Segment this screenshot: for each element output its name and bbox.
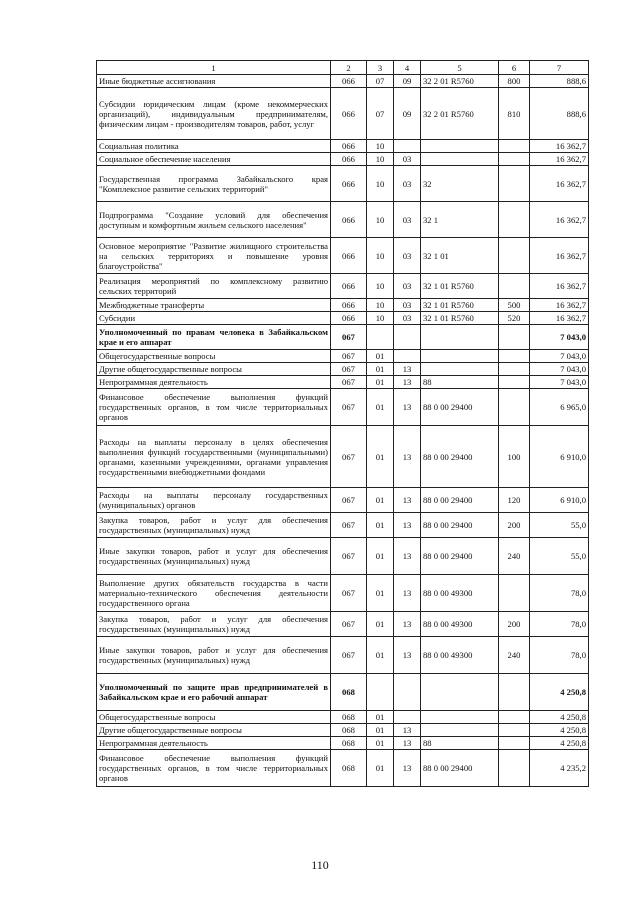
cell-amount: 16 362,7 [530,166,589,202]
cell-admin-code: 067 [331,612,367,637]
cell-target-item: 32 2 01 R5760 [421,75,499,88]
cell-target-item [421,153,499,166]
cell-name: Другие общегосударственные вопросы [97,363,331,376]
cell-amount: 7 043,0 [530,325,589,350]
cell-admin-code: 068 [331,674,367,711]
cell-name: Межбюджетные трансферты [97,299,331,312]
cell-subsection: 13 [394,750,421,787]
cell-expense-type [499,711,530,724]
cell-target-item [421,140,499,153]
budget-table [96,60,589,787]
cell-name: Закупка товаров, работ и услуг для обеспечения государственных (муниципальных) нужд [97,612,331,637]
cell-amount: 4 250,8 [530,674,589,711]
cell-subsection: 03 [394,238,421,274]
cell-name: Социальная политика [97,140,331,153]
cell-section: 01 [367,350,394,363]
cell-subsection: 13 [394,538,421,575]
cell-amount: 7 043,0 [530,376,589,389]
cell-subsection: 03 [394,274,421,299]
cell-section: 01 [367,711,394,724]
cell-subsection: 13 [394,575,421,612]
cell-amount: 16 362,7 [530,153,589,166]
cell-section: 01 [367,426,394,488]
cell-amount: 6 965,0 [530,389,589,426]
header-col-3: 3 [367,61,394,75]
table-row [97,724,589,737]
cell-amount: 7 043,0 [530,350,589,363]
cell-admin-code: 068 [331,750,367,787]
cell-section: 01 [367,750,394,787]
cell-admin-code: 067 [331,513,367,538]
cell-name: Расходы на выплаты персоналу государственных (муниципальных) органов [97,488,331,513]
table-row [97,274,589,299]
cell-target-item: 32 1 01 R5760 [421,299,499,312]
cell-target-item: 32 1 01 R5760 [421,312,499,325]
cell-expense-type: 520 [499,312,530,325]
cell-admin-code: 066 [331,312,367,325]
cell-subsection: 03 [394,153,421,166]
table-row [97,674,589,711]
cell-section: 01 [367,737,394,750]
cell-section: 07 [367,75,394,88]
table-row [97,202,589,238]
table-row [97,612,589,637]
cell-amount: 888,6 [530,88,589,140]
table-row [97,166,589,202]
table-row [97,153,589,166]
cell-name: Другие общегосударственные вопросы [97,724,331,737]
page-number: 110 [311,858,329,872]
header-col-6: 6 [499,61,530,75]
cell-subsection: 13 [394,376,421,389]
cell-target-item: 32 [421,166,499,202]
cell-target-item: 88 0 00 29400 [421,538,499,575]
cell-admin-code: 067 [331,426,367,488]
cell-target-item: 32 2 01 R5760 [421,88,499,140]
cell-admin-code: 067 [331,538,367,575]
cell-subsection [394,325,421,350]
cell-amount: 16 362,7 [530,202,589,238]
cell-admin-code: 066 [331,202,367,238]
cell-amount: 78,0 [530,637,589,674]
table-row [97,88,589,140]
cell-section [367,325,394,350]
cell-subsection: 13 [394,513,421,538]
cell-admin-code: 066 [331,75,367,88]
table-row [97,363,589,376]
cell-amount: 888,6 [530,75,589,88]
cell-name: Социальное обеспечение населения [97,153,331,166]
cell-amount: 4 250,8 [530,737,589,750]
cell-expense-type: 200 [499,513,530,538]
cell-section: 10 [367,202,394,238]
header-col-5: 5 [421,61,499,75]
cell-expense-type [499,238,530,274]
cell-target-item [421,674,499,711]
cell-expense-type [499,140,530,153]
cell-admin-code: 067 [331,363,367,376]
table-row [97,538,589,575]
cell-subsection: 13 [394,389,421,426]
cell-name: Непрограммная деятельность [97,376,331,389]
cell-name: Подпрограмма "Создание условий для обеспечения доступным и комфортным жильем сельского населения" [97,202,331,238]
cell-expense-type [499,325,530,350]
cell-target-item: 32 1 [421,202,499,238]
cell-name: Уполномоченный по защите прав предпринимателей в Забайкальском крае и его рабочий аппарат [97,674,331,711]
cell-section: 01 [367,538,394,575]
cell-amount: 16 362,7 [530,299,589,312]
cell-expense-type [499,202,530,238]
cell-amount: 55,0 [530,513,589,538]
cell-admin-code: 067 [331,350,367,363]
cell-expense-type [499,153,530,166]
cell-section: 01 [367,363,394,376]
cell-section: 10 [367,299,394,312]
cell-target-item: 88 0 00 49300 [421,612,499,637]
cell-target-item [421,363,499,376]
cell-amount: 16 362,7 [530,312,589,325]
table-row [97,140,589,153]
cell-name: Основное мероприятие "Развитие жилищного строительства на сельских территориях и повышение уровня благоустройства" [97,238,331,274]
cell-expense-type [499,750,530,787]
table-row [97,513,589,538]
cell-amount: 55,0 [530,538,589,575]
cell-subsection [394,140,421,153]
cell-name: Субсидии юридическим лицам (кроме некоммерческих организаций), индивидуальным предпринимателям, физическим лицам - производителям товаров, работ, услуг [97,88,331,140]
cell-subsection: 09 [394,75,421,88]
cell-target-item: 88 0 00 49300 [421,637,499,674]
cell-section: 10 [367,274,394,299]
cell-subsection: 03 [394,312,421,325]
cell-expense-type: 200 [499,612,530,637]
header-row [97,61,589,75]
cell-section: 01 [367,637,394,674]
cell-section: 01 [367,513,394,538]
table-row [97,312,589,325]
cell-name: Общегосударственные вопросы [97,350,331,363]
cell-expense-type [499,376,530,389]
cell-subsection [394,350,421,363]
cell-name: Уполномоченный по правам человека в Забайкальском крае и его аппарат [97,325,331,350]
cell-target-item: 88 0 00 29400 [421,389,499,426]
table-row [97,376,589,389]
cell-target-item [421,711,499,724]
table-body [97,75,589,787]
table-row [97,75,589,88]
header-col-2: 2 [331,61,367,75]
cell-amount: 16 362,7 [530,140,589,153]
cell-amount: 16 362,7 [530,238,589,274]
cell-amount: 7 043,0 [530,363,589,376]
table-row [97,299,589,312]
cell-expense-type [499,389,530,426]
cell-admin-code: 067 [331,376,367,389]
header-col-1: 1 [97,61,331,75]
cell-admin-code: 066 [331,299,367,312]
cell-amount: 4 250,8 [530,724,589,737]
cell-section: 10 [367,140,394,153]
cell-admin-code: 066 [331,238,367,274]
cell-section: 01 [367,575,394,612]
table-row [97,350,589,363]
cell-section: 10 [367,166,394,202]
table-row [97,750,589,787]
cell-target-item: 88 [421,376,499,389]
cell-amount: 4 250,8 [530,711,589,724]
cell-subsection: 09 [394,88,421,140]
cell-name: Субсидии [97,312,331,325]
cell-subsection: 13 [394,612,421,637]
table-row [97,389,589,426]
cell-name: Реализация мероприятий по комплексному развитию сельских территорий [97,274,331,299]
cell-target-item: 32 1 01 [421,238,499,274]
cell-admin-code: 066 [331,153,367,166]
cell-admin-code: 066 [331,88,367,140]
cell-section: 01 [367,488,394,513]
cell-name: Иные закупки товаров, работ и услуг для обеспечения государственных (муниципальных) нужд [97,637,331,674]
cell-admin-code: 067 [331,575,367,612]
table-row [97,325,589,350]
cell-name: Государственная программа Забайкальского края "Комплексное развитие сельских территорий" [97,166,331,202]
cell-name: Закупка товаров, работ и услуг для обеспечения государственных (муниципальных) нужд [97,513,331,538]
cell-target-item [421,724,499,737]
header-col-7: 7 [530,61,589,75]
cell-subsection: 13 [394,488,421,513]
cell-subsection [394,674,421,711]
cell-section: 01 [367,376,394,389]
cell-name: Выполнение других обязательств государства в части материально-технического обеспечения деятельности государственного органа [97,575,331,612]
cell-expense-type [499,575,530,612]
cell-subsection: 13 [394,737,421,750]
cell-section: 10 [367,153,394,166]
cell-admin-code: 067 [331,389,367,426]
cell-amount: 78,0 [530,612,589,637]
cell-expense-type: 240 [499,538,530,575]
cell-amount: 4 235,2 [530,750,589,787]
cell-target-item: 88 0 00 29400 [421,488,499,513]
table-row [97,426,589,488]
cell-expense-type [499,674,530,711]
cell-subsection: 13 [394,637,421,674]
cell-target-item: 32 1 01 R5760 [421,274,499,299]
cell-section: 01 [367,724,394,737]
cell-section: 01 [367,389,394,426]
cell-name: Иные бюджетные ассигнования [97,75,331,88]
cell-admin-code: 066 [331,274,367,299]
cell-expense-type: 120 [499,488,530,513]
table-row [97,737,589,750]
cell-expense-type [499,274,530,299]
cell-amount: 6 910,0 [530,488,589,513]
cell-admin-code: 067 [331,637,367,674]
cell-name: Иные закупки товаров, работ и услуг для обеспечения государственных (муниципальных) нужд [97,538,331,575]
table-row [97,238,589,274]
cell-section: 01 [367,612,394,637]
cell-subsection: 03 [394,299,421,312]
cell-target-item: 88 0 00 49300 [421,575,499,612]
cell-subsection: 13 [394,363,421,376]
cell-name: Общегосударственные вопросы [97,711,331,724]
cell-expense-type: 100 [499,426,530,488]
cell-section: 10 [367,238,394,274]
cell-subsection: 03 [394,202,421,238]
cell-name: Финансовое обеспечение выполнения функций государственных органов, в том числе территориальных органов [97,389,331,426]
cell-target-item: 88 0 00 29400 [421,513,499,538]
cell-amount: 16 362,7 [530,274,589,299]
cell-admin-code: 067 [331,488,367,513]
cell-target-item: 88 0 00 29400 [421,426,499,488]
cell-amount: 78,0 [530,575,589,612]
cell-subsection: 13 [394,724,421,737]
cell-expense-type: 810 [499,88,530,140]
cell-admin-code: 068 [331,711,367,724]
cell-subsection: 03 [394,166,421,202]
cell-expense-type: 500 [499,299,530,312]
cell-subsection: 13 [394,426,421,488]
cell-subsection [394,711,421,724]
cell-expense-type: 240 [499,637,530,674]
cell-target-item [421,350,499,363]
cell-expense-type [499,724,530,737]
cell-expense-type [499,350,530,363]
cell-expense-type: 800 [499,75,530,88]
table-row [97,488,589,513]
cell-name: Финансовое обеспечение выполнения функций государственных органов, в том числе территориальных органов [97,750,331,787]
cell-admin-code: 067 [331,325,367,350]
cell-target-item: 88 [421,737,499,750]
cell-amount: 6 910,0 [530,426,589,488]
cell-admin-code: 068 [331,737,367,750]
cell-name: Расходы на выплаты персоналу в целях обеспечения выполнения функций государственными (муниципальными) органами, казенными учреждениями, органами управления государственными внебюджетными фондами [97,426,331,488]
cell-section: 07 [367,88,394,140]
table-row [97,575,589,612]
cell-target-item: 88 0 00 29400 [421,750,499,787]
cell-expense-type [499,737,530,750]
table-row [97,637,589,674]
cell-target-item [421,325,499,350]
cell-expense-type [499,166,530,202]
cell-admin-code: 066 [331,140,367,153]
header-col-4: 4 [394,61,421,75]
cell-section [367,674,394,711]
table-row [97,711,589,724]
cell-expense-type [499,363,530,376]
cell-admin-code: 068 [331,724,367,737]
cell-admin-code: 066 [331,166,367,202]
cell-name: Непрограммная деятельность [97,737,331,750]
cell-section: 10 [367,312,394,325]
budget-table-sheet [96,60,588,787]
